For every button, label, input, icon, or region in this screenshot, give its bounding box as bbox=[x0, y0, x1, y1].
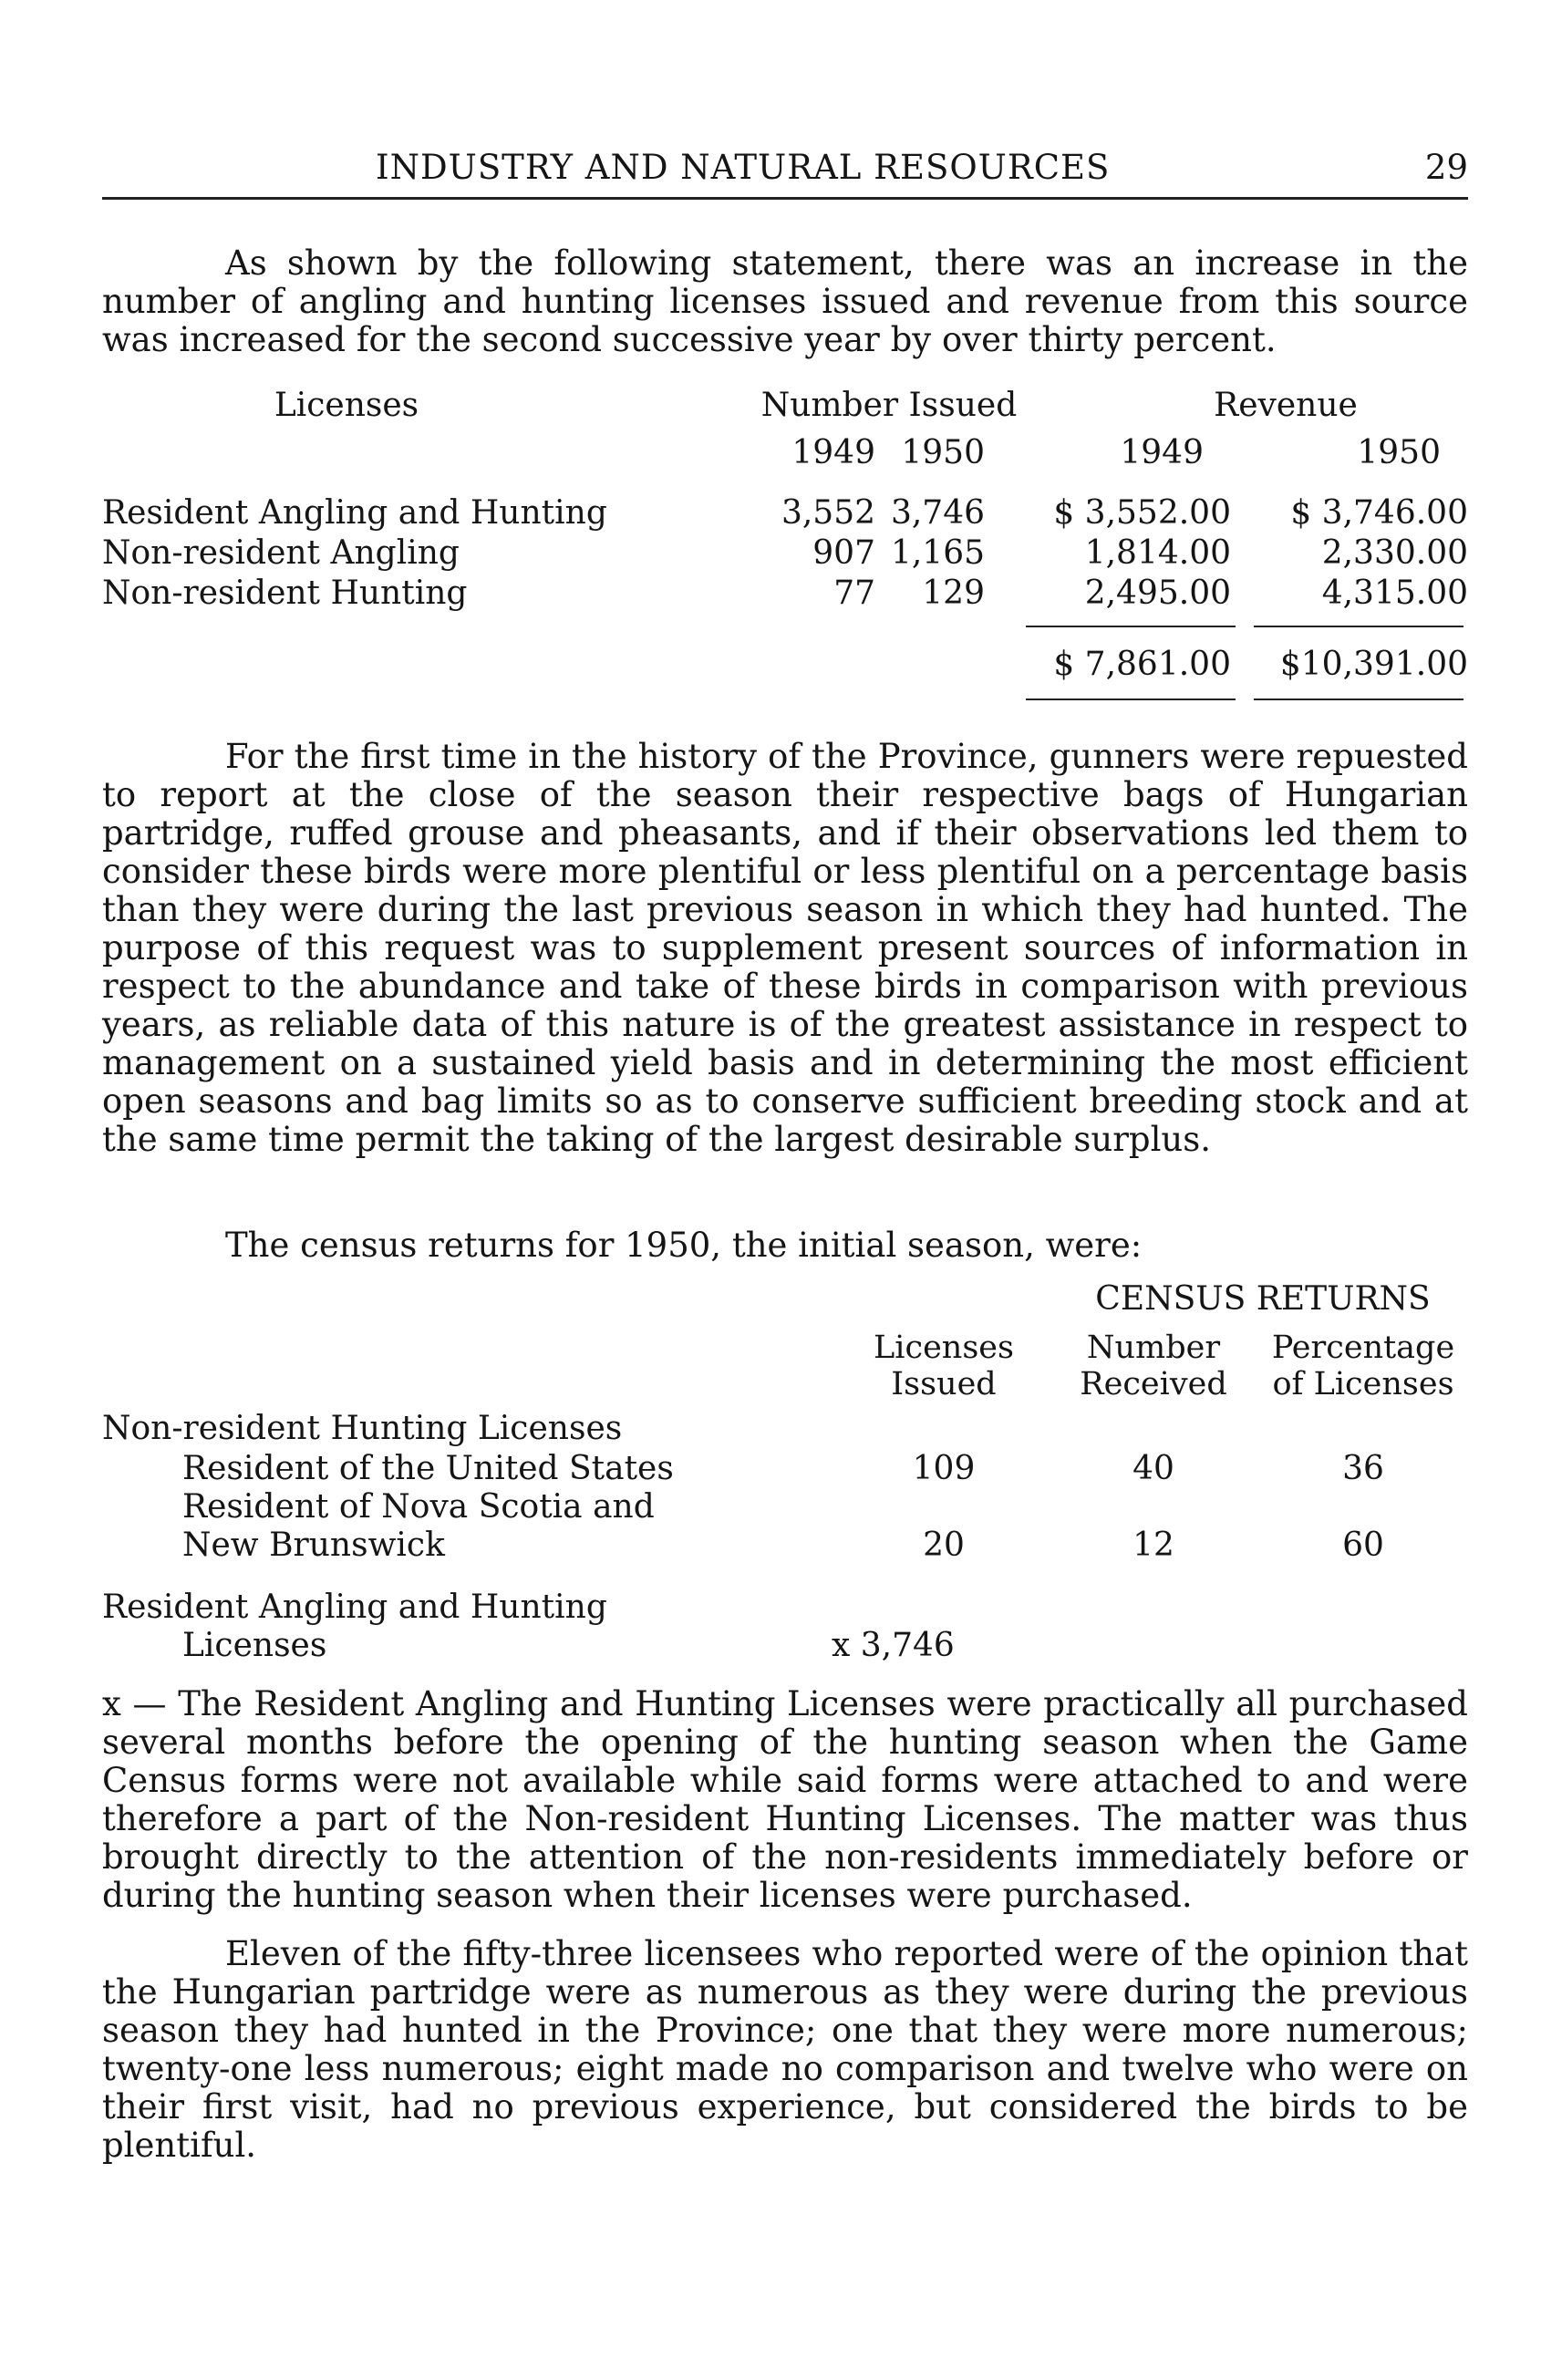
resident-label-line1: Resident Angling and Hunting bbox=[102, 1588, 607, 1626]
subheader-rev-1950: 1950 bbox=[1357, 434, 1441, 471]
footnote-text: x — The Resident Angling and Hunting Licenses were practically all purchased several months before the opening of the hunting season when the Game Census forms were not available while said forms were attached to and were therefore a part of the Non-resident Hunting Licenses. The matter was thus brought directly to the attention of the non-residents immediately before or during the hunting season when their licenses were purchased. bbox=[102, 1684, 1468, 1915]
row-percentage: 60 bbox=[1342, 1526, 1384, 1564]
col-header-licenses: Licenses bbox=[274, 387, 419, 424]
row-received: 12 bbox=[1132, 1526, 1174, 1564]
row-n1950: 129 bbox=[922, 574, 985, 612]
row-n1949: 907 bbox=[812, 534, 875, 572]
row-label-line2: New Brunswick bbox=[182, 1526, 445, 1564]
row-label: Non-resident Hunting bbox=[102, 574, 468, 612]
col-header-received-line2: Received bbox=[1080, 1366, 1227, 1402]
header-rule bbox=[102, 197, 1468, 200]
row-r1950: $ 3,746.00 bbox=[1290, 494, 1468, 532]
survey-text: For the first time in the history of the Province, gunners were repuested to report at the close of the season their respective bags of Hungarian partridge, ruffed grouse and pheasants, and if their observations led them to consider these birds were more plentiful or less plentiful on a percentage basis than they were during the last previous season in which they had hunted. The purpose of this request was to supplement present sources of information in respect to the abundance and take of these birds in comparison with previous years, as reliable data of this nature is of the greatest assistance in respect to management on a sustained yield basis and in determining the most efficient open seasons and bag limits so as to conserve sufficient breeding stock and at the same time permit the taking of the largest desirable surplus. bbox=[102, 737, 1468, 1159]
row-issued: 109 bbox=[912, 1450, 976, 1487]
col-header-percentage-line1: Percentage bbox=[1271, 1330, 1455, 1366]
row-r1949: $ 3,552.00 bbox=[1053, 494, 1231, 532]
group-label: Non-resident Hunting Licenses bbox=[102, 1410, 623, 1447]
row-r1949: 1,814.00 bbox=[1084, 534, 1231, 572]
row-n1950: 3,746 bbox=[890, 494, 985, 532]
census-intro-text: The census returns for 1950, the initial season, were: bbox=[225, 1226, 1143, 1265]
resident-issued: x 3,746 bbox=[832, 1627, 955, 1664]
resident-label-line2: Licenses bbox=[182, 1627, 327, 1664]
conclusion-paragraph bbox=[102, 1935, 1468, 2165]
row-label: Resident of the United States bbox=[182, 1450, 674, 1487]
total-r1949: $ 7,861.00 bbox=[1053, 646, 1231, 683]
running-title: INDUSTRY AND NATURAL RESOURCES bbox=[376, 148, 1111, 187]
total-rule-1950 bbox=[1254, 698, 1463, 700]
row-r1949: 2,495.00 bbox=[1084, 574, 1231, 612]
row-n1950: 1,165 bbox=[890, 534, 985, 572]
row-r1950: 4,315.00 bbox=[1321, 574, 1468, 612]
intro-paragraph bbox=[102, 244, 1468, 359]
footnote-paragraph bbox=[102, 1685, 1468, 1915]
row-received: 40 bbox=[1132, 1450, 1174, 1487]
subheader-num-1950: 1950 bbox=[901, 434, 985, 471]
subheader-rev-1949: 1949 bbox=[1120, 434, 1204, 471]
row-r1950: 2,330.00 bbox=[1321, 534, 1468, 572]
survey-paragraph bbox=[102, 738, 1468, 1159]
page-header bbox=[102, 148, 1468, 188]
row-n1949: 3,552 bbox=[781, 494, 875, 532]
census-title: CENSUS RETURNS bbox=[1095, 1280, 1431, 1318]
col-header-percentage-line2: of Licenses bbox=[1272, 1366, 1454, 1402]
col-header-revenue: Revenue bbox=[1214, 387, 1358, 424]
total-rule-1949 bbox=[1026, 698, 1236, 700]
page-number: 29 bbox=[1424, 148, 1468, 187]
total-r1950: $10,391.00 bbox=[1279, 646, 1468, 683]
row-label-line1: Resident of Nova Scotia and bbox=[182, 1488, 655, 1526]
conclusion-text: Eleven of the fifty-three licensees who reported were of the opinion that the Hungarian partridge were as numerous as they were during the previous season they had hunted in the Province; one that they were more numerous; twenty-one less numerous; eight made no comparison and twelve who were on their first visit, had no previous experience, but considered the birds to be plentiful. bbox=[102, 1934, 1468, 2165]
col-header-issued-line2: Issued bbox=[891, 1366, 997, 1402]
row-n1949: 77 bbox=[833, 574, 875, 612]
subtotal-rule-1950 bbox=[1254, 626, 1463, 627]
row-label: Non-resident Angling bbox=[102, 534, 460, 572]
col-header-number-issued: Number Issued bbox=[760, 387, 1018, 424]
col-header-received-line1: Number bbox=[1086, 1330, 1221, 1366]
intro-text: As shown by the following statement, there was an increase in the number of angling and hunting licenses issued and revenue from this source was increased for the second successive year by over thirty percent. bbox=[102, 243, 1468, 359]
row-issued: 20 bbox=[923, 1526, 965, 1564]
census-intro-paragraph bbox=[102, 1226, 1468, 1265]
row-percentage: 36 bbox=[1342, 1450, 1384, 1487]
subheader-num-1949: 1949 bbox=[791, 434, 875, 471]
row-label: Resident Angling and Hunting bbox=[102, 494, 607, 532]
col-header-issued-line1: Licenses bbox=[874, 1330, 1014, 1366]
subtotal-rule-1949 bbox=[1026, 626, 1236, 627]
